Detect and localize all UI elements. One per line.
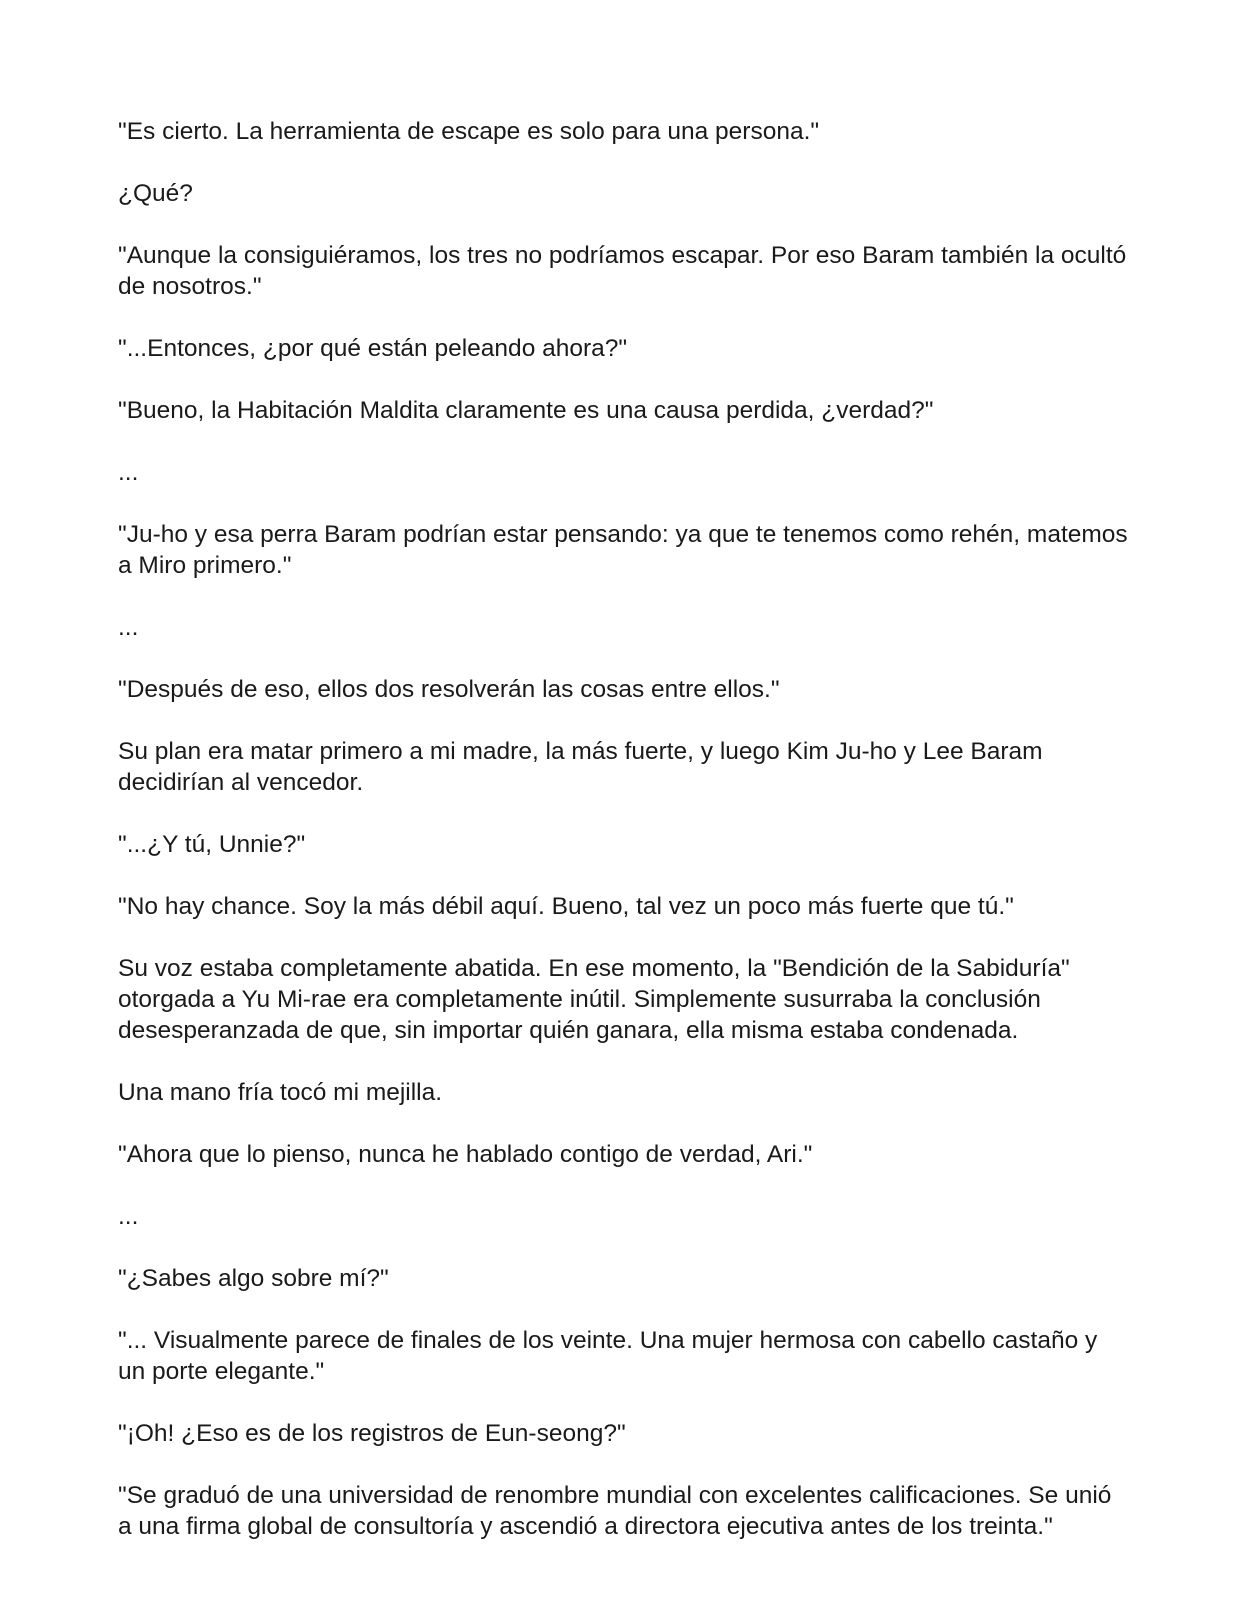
paragraph: ... [118,459,139,486]
paragraph: Su plan era matar primero a mi madre, la más fuerte, y luego Kim Ju-ho y Lee Baram decidirían al vencedor. [118,738,1043,796]
paragraph: ... [118,1203,139,1230]
paragraph: "... Visualmente parece de finales de los veinte. Una mujer hermosa con cabello castaño y un porte elegante." [118,1327,1098,1385]
paragraph: Una mano fría tocó mi mejilla. [118,1079,443,1106]
document-body [118,116,1128,1573]
paragraph: "¿Sabes algo sobre mí?" [118,1265,389,1292]
paragraph: ... [118,614,139,641]
paragraph: "Bueno, la Habitación Maldita claramente es una causa perdida, ¿verdad?" [118,397,934,424]
paragraph: "No hay chance. Soy la más débil aquí. Bueno, tal vez un poco más fuerte que tú." [118,893,1014,920]
paragraph: "Se graduó de una universidad de renombre mundial con excelentes calificaciones. Se unió a una firma global de consultoría y ascendió a directora ejecutiva antes de los treinta." [118,1482,1112,1540]
paragraph: "Ahora que lo pienso, nunca he hablado contigo de verdad, Ari." [118,1141,813,1168]
paragraph: "Aunque la consiguiéramos, los tres no podríamos escapar. Por eso Baram también la ocultó de nosotros." [118,242,1127,300]
paragraph: Su voz estaba completamente abatida. En ese momento, la "Bendición de la Sabiduría" otorgada a Yu Mi-rae era completamente inútil. Simplemente susurraba la conclusión desesperanzada de que, sin importar quién ganara, ella misma estaba condenada. [118,955,1070,1044]
paragraph: "Después de eso, ellos dos resolverán las cosas entre ellos." [118,676,780,703]
paragraph: "¡Oh! ¿Eso es de los registros de Eun-seong?" [118,1420,626,1447]
paragraph: "Ju-ho y esa perra Baram podrían estar pensando: ya que te tenemos como rehén, matemos a Miro primero." [118,521,1128,579]
paragraph: "...¿Y tú, Unnie?" [118,831,306,858]
paragraph: ¿Qué? [118,180,193,207]
paragraph: "Es cierto. La herramienta de escape es solo para una persona." [118,118,820,145]
paragraph: "...Entonces, ¿por qué están peleando ahora?" [118,335,628,362]
